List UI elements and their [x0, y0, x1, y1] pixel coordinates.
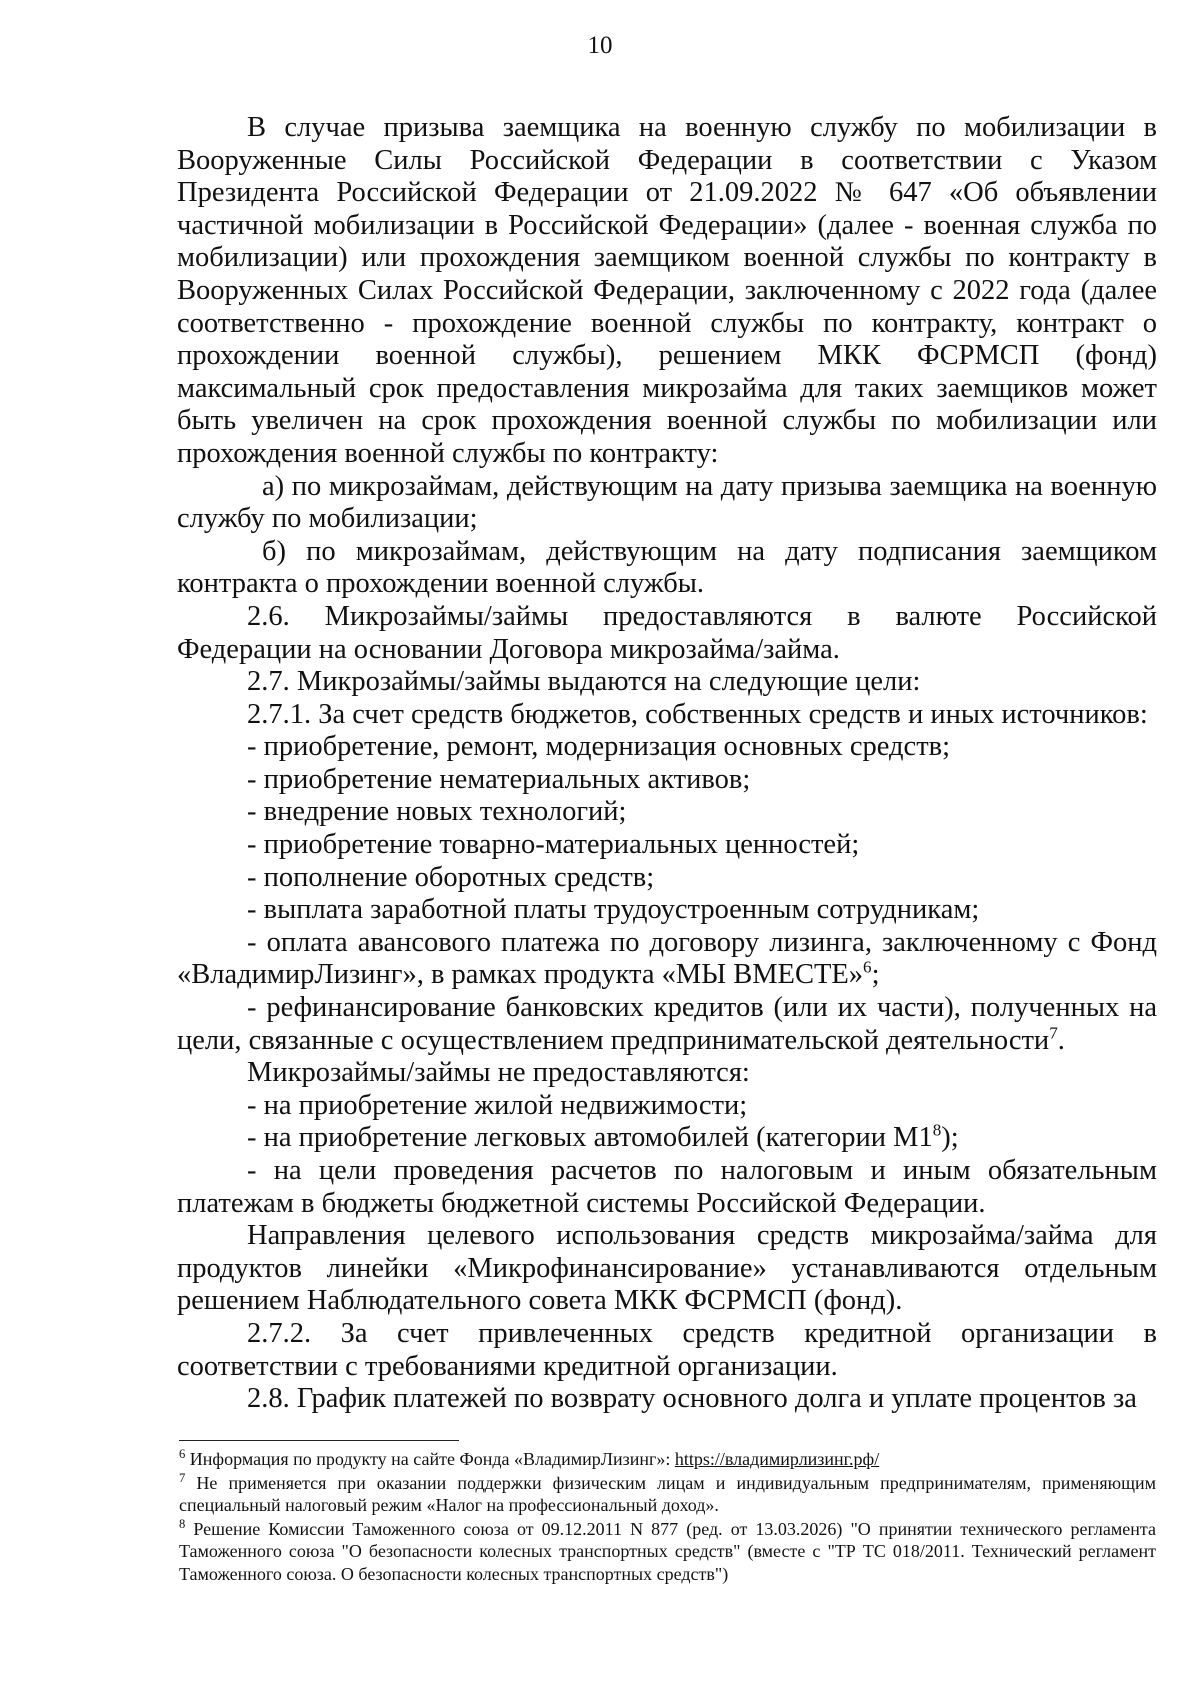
goal-item: - пополнение оборотных средств; [247, 861, 655, 893]
footnote-8 [179, 1518, 1156, 1586]
main-text [177, 112, 1157, 1416]
footnote-link[interactable]: https://владимирлизинг.рф/ [674, 1449, 880, 1469]
footnote-ref-7: 7 [1049, 1023, 1058, 1043]
restriction-item-cars [177, 1122, 1157, 1155]
footnote-mark: 7 [179, 1470, 186, 1485]
footnote-6 [179, 1448, 1156, 1471]
footnote-separator [179, 1440, 459, 1441]
paragraph-mobilization: В случае призыва заемщика на военную службу по мобилизации в Вооруженные Силы Российской Федерации в соответствии с Указом Президента Российской Федерации от 21.09.2022 № 647 «Об объявлении частичной мобилизации в Российской Федерации» (далее - военная служба по мобилизации) или прохождения заемщиком военной службы по контракту в Вооруженных Силах Российской Федерации, заключенному с 2022 года (далее соответственно - прохождение военной службы по контракту, контракт о прохождении военной службы), решением МКК ФСРМСП (фонд) максимальный срок предоставления микрозайма для таких заемщиков может быть увеличен на срок прохождения военной службы по мобилизации или прохождения военной службы по контракту: [177, 112, 1157, 469]
paragraph-2-7: 2.7. Микрозаймы/займы выдаются на следующие цели: [247, 666, 921, 698]
footnote-mark: 8 [179, 1516, 186, 1531]
paragraph-2-6: 2.6. Микрозаймы/займы предоставляются в валюте Российской Федерации на основании Договора микрозайма/займа. [177, 600, 1157, 665]
footnote-ref-6: 6 [863, 957, 872, 977]
refinancing-text: - рефинансирование банковских кредитов (или их части), полученных на цели, связанные с осуществлением предпринимательской деятельности [177, 992, 1157, 1056]
paragraph-directions: Направления целевого использования средств микрозайма/займа для продуктов линейки «Микрофинансирование» устанавливаются отдельным решением Наблюдательного совета МКК ФСРМСП (фонд). [177, 1220, 1157, 1317]
cars-end: ); [941, 1122, 959, 1154]
paragraph-sub-b: б) по микрозаймам, действующим на дату подписания заемщиком контракта о прохождении военной службы. [177, 535, 1157, 600]
footnote-text: Решение Комиссии Таможенного союза от 09.12.2011 N 877 (ред. от 13.03.2026) "О принятии технического регламента Таможенного союза "О безопасности колесных транспортных средств" (вместе с "ТР ТС 018/2011. Технический регламент Таможенного союза. О безопасности колесных транспортных средств") [179, 1518, 1156, 1584]
refinancing-end: . [1057, 1024, 1065, 1056]
footnote-mark: 6 [179, 1447, 186, 1461]
goal-item: - выплата заработной платы трудоустроенным сотрудникам; [247, 894, 980, 926]
paragraph-2-8: 2.8. График платежей по возврату основного долга и уплате процентов за [247, 1383, 1137, 1415]
cars-text: - на приобретение легковых автомобилей (категории М1 [247, 1122, 933, 1154]
paragraph-2-7-2: 2.7.2. За счет привлеченных средств кредитной организации в соответствии с требованиями кредитной организации. [177, 1317, 1157, 1382]
goal-item-leasing [177, 927, 1157, 992]
page-number: 10 [587, 32, 613, 59]
footnote-text: Не применяется при оказании поддержки физическим лицам и индивидуальным предпринимателям, применяющим специальный налоговый режим «Налог на профессиональный доход». [179, 1472, 1156, 1515]
paragraph-sub-a: а) по микрозаймам, действующим на дату призыва заемщика на военную службу по мобилизации; [177, 470, 1157, 535]
goal-item: - приобретение товарно-материальных ценностей; [247, 829, 860, 861]
footnotes [179, 1448, 1156, 1586]
footnote-7 [179, 1472, 1156, 1517]
leasing-end: ; [871, 959, 880, 991]
paragraph-not-provided: Микрозаймы/займы не предоставляются: [247, 1057, 750, 1089]
restriction-item: - на цели проведения расчетов по налоговым и иным обязательным платежам в бюджеты бюджетной системы Российской Федерации. [177, 1155, 1157, 1219]
paragraph-2-7-1: 2.7.1. За счет средств бюджетов, собственных средств и иных источников: [247, 698, 1148, 730]
goal-item-refinancing [177, 992, 1157, 1057]
goal-item: - приобретение нематериальных активов; [247, 763, 751, 795]
restriction-item: - на приобретение жилой недвижимости; [247, 1089, 748, 1121]
footnote-ref-8: 8 [932, 1120, 942, 1140]
goal-item: - внедрение новых технологий; [247, 796, 627, 828]
goal-item: - приобретение, ремонт, модернизация основных средств; [247, 731, 951, 763]
footnote-text: Информация по продукту на сайте Фонда «ВладимирЛизинг»: [185, 1449, 675, 1469]
leasing-text: - оплата авансового платежа по договору лизинга, заключенному с Фонд «ВладимирЛизинг», в рамках продукта «МЫ ВМЕСТЕ» [177, 926, 1157, 991]
